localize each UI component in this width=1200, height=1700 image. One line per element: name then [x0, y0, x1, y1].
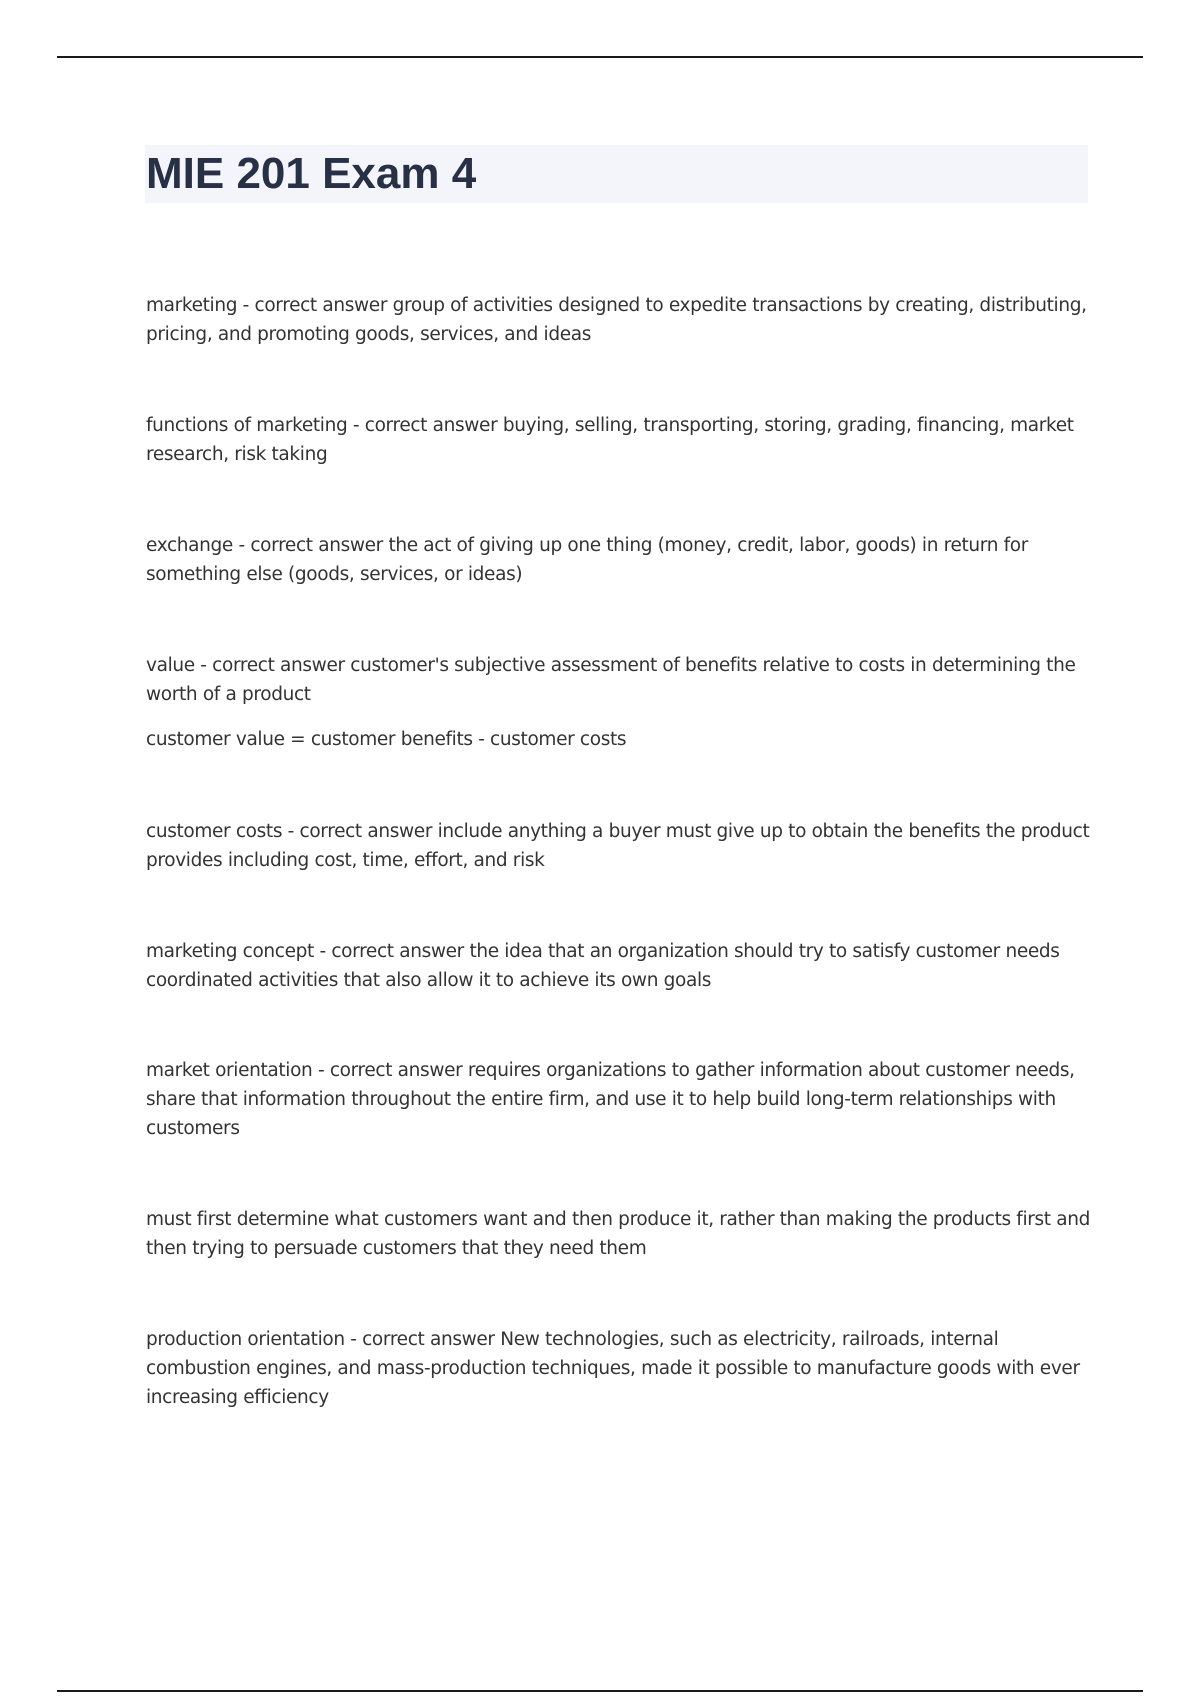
top-rule — [57, 56, 1143, 58]
entry-determine-customer-wants: must first determine what customers want and then produce it, rather than making the products first and then trying to persuade customers that they need them — [146, 1209, 1090, 1259]
bottom-rule — [57, 1690, 1143, 1692]
entry-value-formula: customer value = customer benefits - customer costs — [146, 729, 627, 750]
entry-functions-of-marketing: functions of marketing - correct answer buying, selling, transporting, storing, grading, financing, market research, risk taking — [146, 415, 1074, 465]
entry-market-orientation: market orientation - correct answer requires organizations to gather information about customer needs, share that information throughout the entire firm, and use it to help build long-term relationships with customers — [146, 1060, 1075, 1139]
entry-customer-costs: customer costs - correct answer include anything a buyer must give up to obtain the benefits the product provides including cost, time, effort, and risk — [146, 821, 1090, 871]
entry-value: value - correct answer customer's subjective assessment of benefits relative to costs in determining the worth of a product — [146, 655, 1076, 705]
entry-marketing: marketing - correct answer group of activities designed to expedite transactions by creating, distributing, pricing, and promoting goods, services, and ideas — [146, 295, 1087, 345]
entry-marketing-concept: marketing concept - correct answer the idea that an organization should try to satisfy customer needs coordinated activities that also allow it to achieve its own goals — [146, 941, 1060, 991]
page-title: MIE 201 Exam 4 — [146, 149, 477, 198]
entry-exchange: exchange - correct answer the act of giving up one thing (money, credit, labor, goods) in return for something else (goods, services, or ideas) — [146, 535, 1029, 585]
entry-production-orientation: production orientation - correct answer New technologies, such as electricity, railroads, internal combustion engines, and mass-production techniques, made it possible to manufacture goods with ever increasing efficiency — [146, 1329, 1080, 1408]
